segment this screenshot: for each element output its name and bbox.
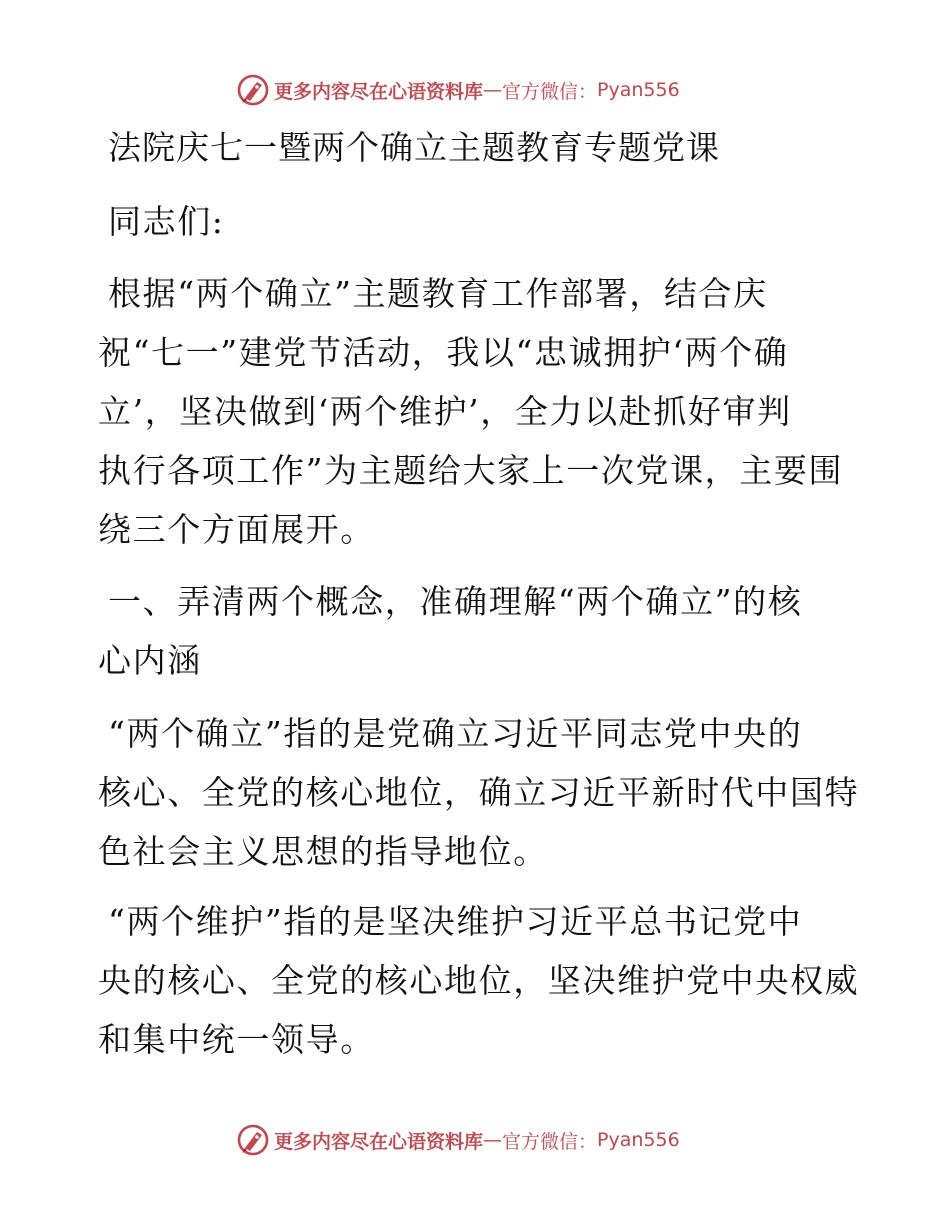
banner-wechat-id: Pyan556 (597, 1129, 680, 1151)
pen-nib-logo-icon (236, 73, 270, 107)
intro-paragraph (98, 264, 858, 559)
definition-line: 央的核心、全党的核心地位，坚决维护党中央权威 (98, 961, 860, 1000)
banner-wechat-label: 官方微信： (502, 80, 598, 103)
document-title: 法院庆七一暨两个确立主题教育专题党课 (108, 128, 720, 167)
header-banner (236, 72, 680, 108)
section-heading (98, 572, 858, 690)
definition-paragraph (98, 892, 858, 1069)
intro-line: 根据“两个确立”主题教育工作部署，结合庆 (108, 274, 768, 313)
banner-site-text: 更多内容尽在心语资料库 (274, 80, 484, 103)
definition-paragraph (98, 704, 858, 881)
banner-dash: — (483, 1129, 503, 1151)
banner-wechat-id: Pyan556 (597, 79, 680, 101)
intro-line: 祝“七一”建党节活动，我以“忠诚拥护‘两个确 (98, 333, 789, 372)
definition-line: “两个维护”指的是坚决维护习近平总书记党中 (108, 902, 803, 941)
section-heading-line: 心内涵 (98, 641, 202, 680)
pen-nib-logo-icon (236, 1123, 270, 1157)
banner-dash: — (483, 79, 503, 101)
intro-line: 执行各项工作”为主题给大家上一次党课，主要围 (98, 451, 844, 490)
definition-line: 核心、全党的核心地位，确立习近平新时代中国特 (98, 773, 860, 812)
section-heading-line: 一、弄清两个概念，准确理解“两个确立”的核 (108, 582, 803, 621)
intro-line: 立’，坚决做到‘两个维护’，全力以赴抓好审判 (98, 392, 792, 431)
greeting: 同志们: (108, 202, 225, 241)
banner-site-text: 更多内容尽在心语资料库 (274, 1130, 484, 1153)
definition-line: 和集中统一领导。 (98, 1020, 375, 1059)
banner-wechat-label: 官方微信： (502, 1130, 598, 1153)
footer-banner (236, 1122, 680, 1158)
definition-line: “两个确立”指的是党确立习近平同志党中央的 (108, 714, 803, 753)
definition-line: 色社会主义思想的指导地位。 (98, 832, 548, 871)
intro-line: 绕三个方面展开。 (98, 510, 375, 549)
